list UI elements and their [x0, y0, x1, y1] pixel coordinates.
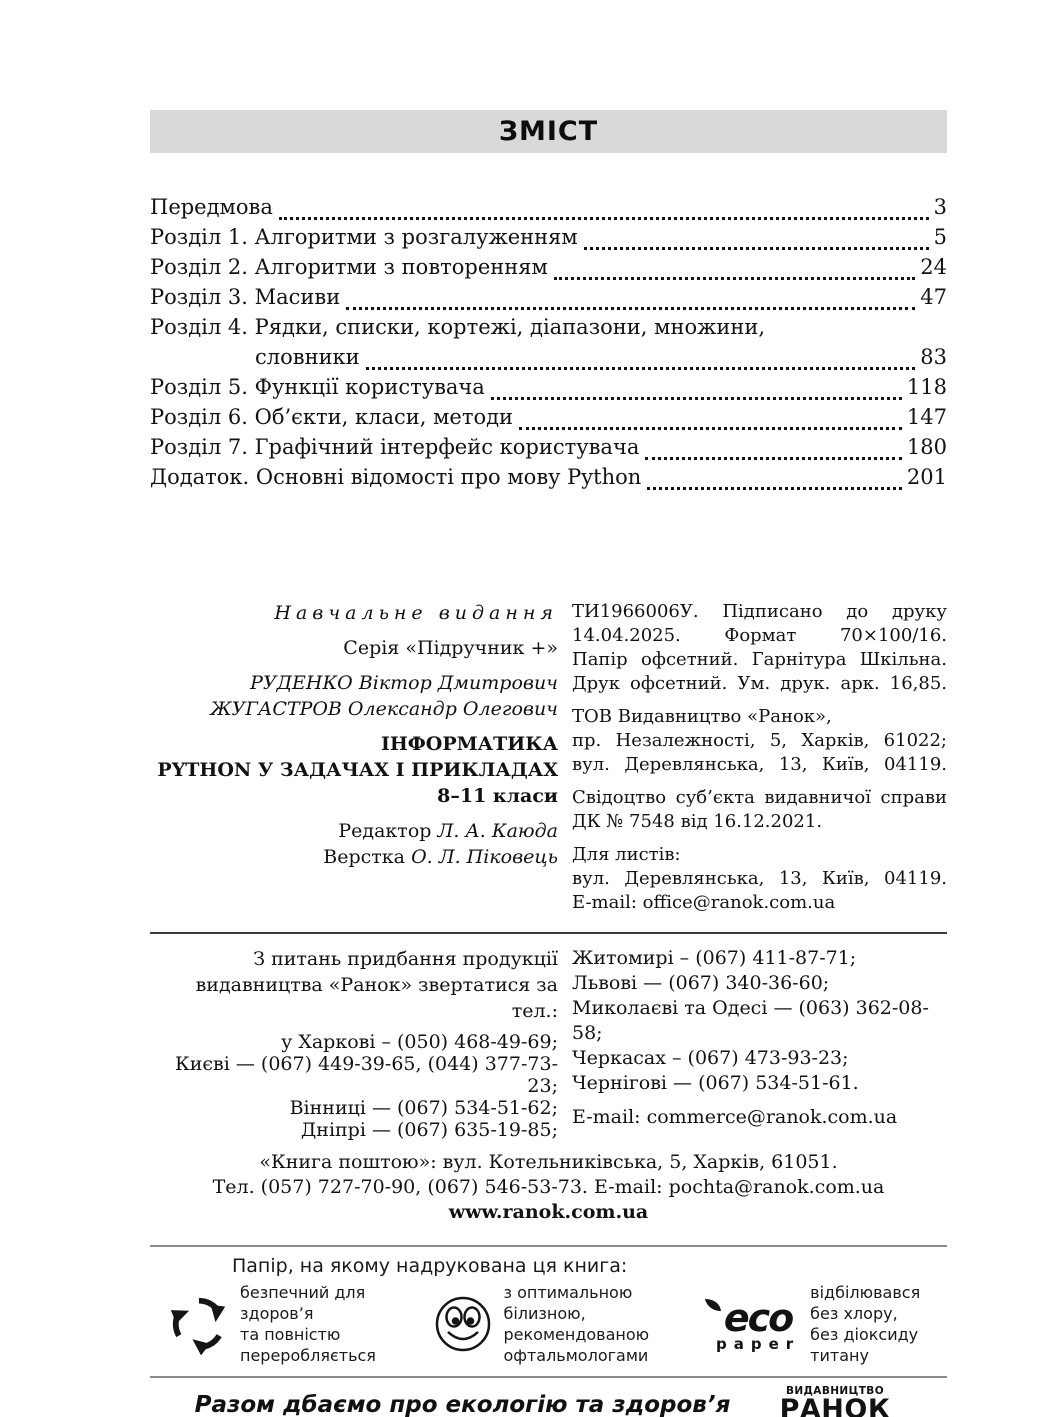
horizontal-divider: [150, 932, 947, 934]
eco-logo-sub: paper: [715, 1334, 801, 1353]
author-name: РУДЕНКО Віктор Дмитрович: [250, 672, 558, 694]
toc-entry-page: 180: [906, 435, 947, 459]
editor-label: Редактор: [338, 820, 432, 842]
eco-paper-strip: [150, 1245, 947, 1378]
toc-entry-title: Розділ 7. Графічний інтерфейс користувача: [150, 435, 640, 459]
contacts-heading-line: видавництва «Ранок» звертатися за тел.:: [195, 974, 558, 1022]
letters-line: Для листів:: [572, 844, 681, 865]
smiley-icon: [433, 1294, 493, 1354]
toc-entry-page: 3: [933, 195, 947, 219]
dot-leader: [554, 277, 915, 280]
layout-name: О. Л. Піковець: [411, 846, 558, 868]
publisher-website: www.ranok.com.ua: [448, 1201, 649, 1223]
toc-entry: [150, 435, 947, 465]
layout-label: Верстка: [323, 846, 406, 868]
toc-entry-title: Розділ 5. Функції користувача: [150, 375, 485, 399]
eco-strip-title: Папір, на якому надрукована ця книга:: [232, 1255, 628, 1277]
toc-entry-page: 83: [920, 345, 947, 369]
editor-line: [150, 818, 558, 844]
certificate-line: ДК № 7548 від 16.12.2021.: [572, 811, 823, 832]
toc-entry-title: Розділ 2. Алгоритми з повторенням: [150, 255, 548, 279]
print-info-line: Папір офсетний. Гарнітура Шкільна.: [572, 649, 947, 670]
eco-item-text-line: офтальмологами: [503, 1346, 649, 1365]
colophon: [150, 600, 947, 924]
certificate-line: Свідоцтво суб’єкта видавничої справи: [572, 787, 947, 808]
book-by-mail: [150, 1150, 947, 1225]
contacts-right-column: [572, 946, 947, 1141]
toc-entry-title: словники: [255, 345, 360, 369]
edition-type: Навчальне видання: [274, 602, 558, 624]
publisher-line: вул. Деревлянська, 13, Київ, 04119.: [572, 754, 947, 775]
toc-entry: [150, 195, 947, 225]
publisher-line: пр. Незалежності, 5, Харків, 61022;: [572, 730, 947, 751]
recycle-icon: [168, 1293, 230, 1355]
phone-line: Житомирі – (067) 411-87-71;: [572, 947, 857, 969]
eco-item-text-line: рекомендованою: [503, 1325, 650, 1344]
eco-item-text-line: з оптимальною білизною,: [503, 1283, 633, 1323]
book-by-mail-line: Тел. (057) 727-70-90, (067) 546-53-73. E-mail: pochta@ranok.com.ua: [212, 1176, 885, 1198]
toc-entry: [150, 255, 947, 285]
dot-leader: [366, 367, 916, 370]
colophon-right-column: [572, 600, 947, 924]
toc-entry: [150, 285, 947, 315]
eco-item-bleaching: [716, 1282, 947, 1366]
print-info-line: 14.04.2025. Формат 70×100/16.: [572, 625, 947, 646]
dot-leader: [645, 457, 902, 460]
toc-entry-page: 118: [906, 375, 947, 399]
eco-paper-logo: [716, 1296, 800, 1353]
eco-item-text-line: відбілювався: [810, 1283, 921, 1302]
commerce-email: E-mail: commerce@ranok.com.ua: [572, 1106, 898, 1128]
leaf-icon: [704, 1298, 722, 1312]
letters-line: вул. Деревлянська, 13, Київ, 04119.: [572, 868, 947, 889]
eco-item-recyclable: [168, 1282, 407, 1366]
phone-line: Вінниці — (067) 534-51-62;: [289, 1097, 558, 1119]
toc-entry-page: 24: [920, 255, 947, 279]
toc-entry-title: Розділ 6. Об’єкти, класи, методи: [150, 405, 514, 429]
contents-banner: [150, 110, 947, 153]
book-grades: 8–11 класи: [437, 785, 558, 807]
author-name: ЖУГАСТРОВ Олександр Олегович: [210, 698, 558, 720]
contacts-heading-line: З питань придбання продукції: [253, 948, 558, 970]
eco-item-text-line: без хлору,: [810, 1304, 898, 1323]
purchase-contacts: [150, 946, 947, 1141]
ranok-logo-bottom-text: РАНОК: [779, 1394, 891, 1417]
print-info-line: ТИ1966006У. Підписано до друку: [572, 601, 947, 622]
phone-line: Черкасах – (067) 473-93-23;: [572, 1047, 849, 1069]
toc-entry-page: 147: [906, 405, 947, 429]
eco-item-text-line: та повністю: [240, 1325, 341, 1344]
toc-entry-title: Розділ 4. Рядки, списки, кортежі, діапазони, множини,: [150, 315, 766, 339]
phone-line: Дніпрі — (067) 635-19-85;: [300, 1119, 558, 1141]
toc-entry-page: 5: [933, 225, 947, 249]
toc-entry: [150, 345, 947, 375]
toc-entry-page: 201: [906, 465, 947, 489]
eco-item-text-line: без діоксиду титану: [810, 1325, 919, 1365]
phone-line: Миколаєві та Одесі — (063) 362-08-58;: [572, 997, 929, 1044]
phone-line: Чернігові — (067) 534-51-61.: [572, 1072, 859, 1094]
toc-entry-title: Розділ 1. Алгоритми з розгалуженням: [150, 225, 578, 249]
dot-leader: [346, 307, 915, 310]
publisher-email: E-mail: office@ranok.com.ua: [572, 892, 836, 913]
toc-entry: [150, 405, 947, 435]
footer: [150, 1386, 947, 1417]
table-of-contents: [150, 195, 947, 495]
phone-line: у Харкові – (050) 468-49-69;: [281, 1031, 558, 1053]
book-by-mail-line: «Книга поштою»: вул. Котельниківська, 5, Харків, 61051.: [259, 1151, 838, 1173]
page-title: ЗМІСТ: [498, 116, 599, 147]
dot-leader: [519, 427, 902, 430]
toc-entry-title: Розділ 3. Масиви: [150, 285, 341, 309]
eco-slogan: Разом дбаємо про екологію та здоров’я: [194, 1391, 731, 1417]
contacts-left-column: [150, 946, 572, 1141]
editor-name: Л. А. Каюда: [437, 820, 558, 842]
layout-line: [150, 844, 558, 870]
eco-item-text-line: безпечний для здоров’я: [240, 1283, 366, 1323]
book-title-line: PYTHON У ЗАДАЧАХ І ПРИКЛАДАХ: [157, 759, 558, 781]
book-title-line: ІНФОРМАТИКА: [380, 733, 558, 755]
phone-line: Львові — (067) 340-36-60;: [572, 972, 830, 994]
dot-leader: [491, 397, 902, 400]
toc-entry: [150, 375, 947, 405]
phone-line: Києві — (067) 449-39-65, (044) 377-73-23;: [175, 1053, 558, 1097]
series-name: Серія «Підручник +»: [343, 637, 558, 659]
toc-entry-page: 47: [920, 285, 947, 309]
dot-leader: [584, 247, 929, 250]
ranok-logo-top-text: ВИДАВНИЦТВО: [785, 1385, 885, 1397]
toc-entry: [150, 465, 947, 495]
publisher-line: ТОВ Видавництво «Ранок»,: [572, 706, 832, 727]
print-info-line: Друк офсетний. Ум. друк. арк. 16,85.: [572, 673, 947, 694]
toc-entry-title: Передмова: [150, 195, 273, 219]
eco-item-text-line: переробляється: [240, 1346, 376, 1365]
toc-entry: [150, 315, 947, 345]
toc-entry-title: Додаток. Основні відомості про мову Python: [150, 465, 642, 489]
eco-logo-word: eco: [723, 1295, 793, 1340]
dot-leader: [279, 217, 929, 220]
toc-entry: [150, 225, 947, 255]
eco-item-whiteness: [433, 1282, 682, 1366]
ranok-publisher-logo: [775, 1386, 895, 1417]
dot-leader: [647, 487, 902, 490]
colophon-left-column: [150, 600, 572, 924]
